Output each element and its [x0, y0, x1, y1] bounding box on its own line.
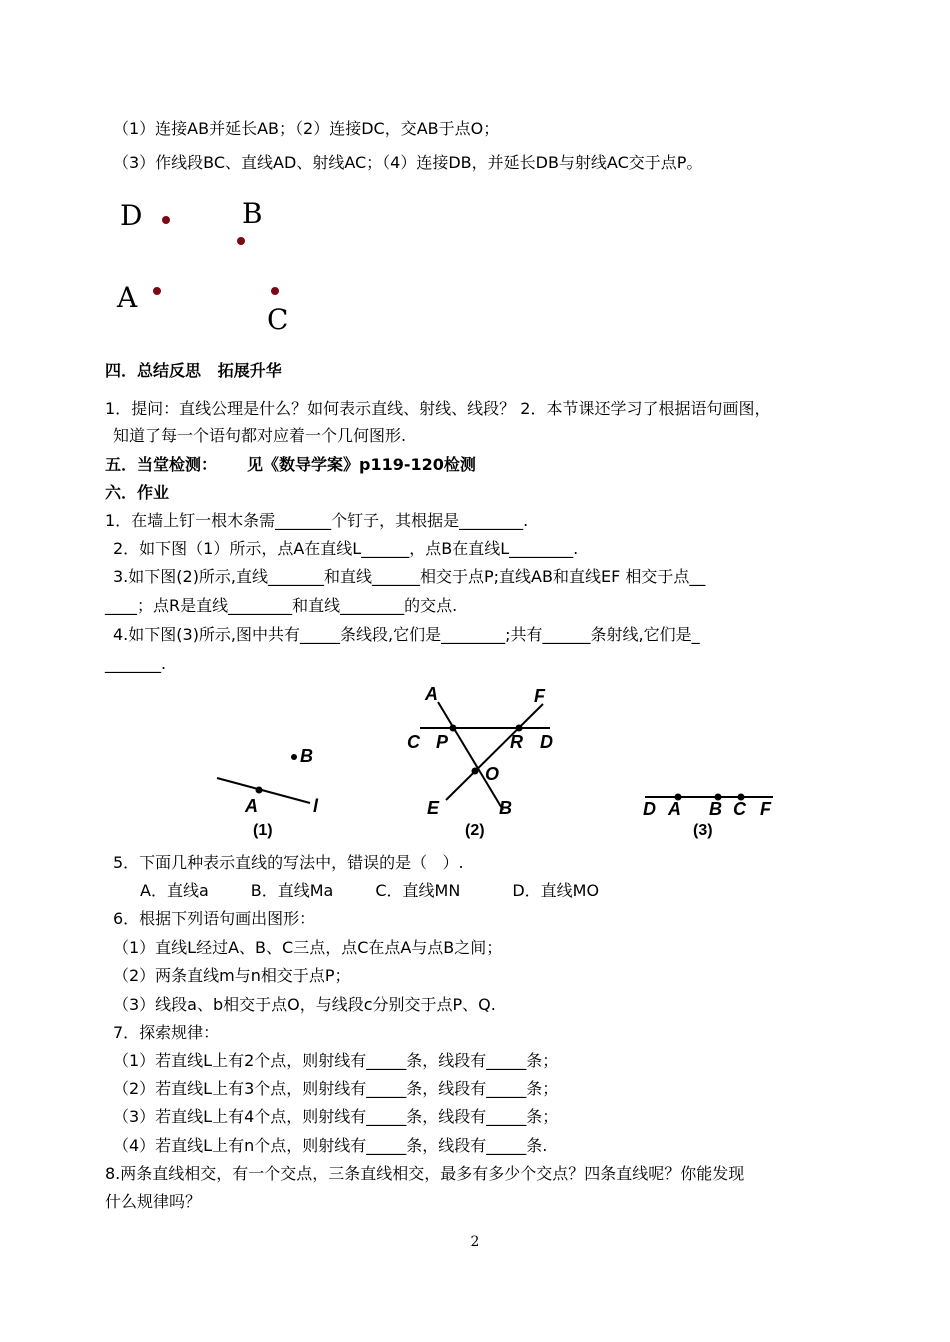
section4-heading: 四．总结反思 拓展升华 [105, 361, 282, 380]
fig1-label-l: l [313, 796, 319, 816]
section6-heading: 六．作业 [105, 483, 170, 502]
fig2-caption: (2) [465, 822, 485, 839]
section4-q1-line2: 知道了每一个语句都对应着一个几何图形. [113, 426, 407, 445]
section4-q1-line1: 1．提问：直线公理是什么？如何表示直线、射线、线段？ 2．本节课还学习了根据语句画图， [105, 399, 771, 418]
section5-heading: 五．当堂检测： [105, 455, 218, 474]
q8-line1: 8.两条直线相交，有一个交点，三条直线相交，最多有多少个交点？四条直线呢？你能发现 [105, 1164, 745, 1183]
homework-4-line1: 4.如下图(3)所示,图中共有_____条线段,它们是________;共有______条射线,它们是_ [113, 625, 700, 644]
point-label-d: D [120, 199, 143, 232]
homework-3-line1: 3.如下图(2)所示,直线_______和直线______相交于点P;直线AB和直线EF 相交于点__ [113, 567, 706, 586]
point-b-dot [237, 237, 245, 245]
figure-2 [400, 680, 580, 840]
q7-stem: 7．探索规律： [113, 1023, 220, 1042]
fig3-label-d: D [643, 799, 656, 819]
homework-3-line2: ____；点R是直线________和直线________的交点. [105, 596, 458, 615]
fig2-label-b: B [499, 798, 512, 818]
fig3-label-c: C [733, 799, 746, 819]
point-d-dot [162, 216, 170, 224]
point-label-a: A [117, 281, 138, 314]
figure-1 [200, 740, 350, 840]
q7-item: （3）若直线L上有4个点，则射线有_____条，线段有_____条； [113, 1107, 559, 1126]
fig2-label-e: E [427, 798, 440, 818]
q5-options [140, 880, 599, 902]
section5-line [105, 454, 476, 476]
point-label-b: B [242, 197, 263, 230]
q5-stem: 5．下面几种表示直线的写法中，错误的是（ ）. [113, 853, 464, 872]
intro-line-1: （1）连接AB并延长AB；（2）连接DC，交AB于点O； [113, 119, 500, 138]
fig1-caption: (1) [253, 822, 273, 839]
q5-option-d: D．直线MO [512, 881, 600, 900]
q6-item: （2）两条直线m与n相交于点P； [113, 966, 351, 985]
fig2-label-r: R [510, 732, 523, 752]
points-figure [100, 190, 320, 340]
section5-text: 见《数导学案》p119-120检测 [247, 455, 476, 474]
point-a-dot [153, 287, 161, 295]
fig3-caption: (3) [693, 822, 713, 839]
q5-option-b: B．直线Ma [250, 881, 334, 900]
q6-item: （1）直线L经过A、B、C三点，点C在点A与点B之间； [113, 938, 503, 957]
figure-3 [635, 780, 785, 850]
q8-line2: 什么规律吗？ [105, 1192, 202, 1211]
fig1-label-a: A [245, 796, 258, 816]
homework-1: 1．在墙上钉一根木条需_______个钉子，其根据是________. [105, 511, 529, 530]
fig2-label-o: O [485, 764, 500, 784]
fig3-label-a: A [668, 799, 681, 819]
point-c-dot [271, 287, 279, 295]
q6-item: （3）线段a、b相交于点O，与线段c分别交于点P、Q. [113, 995, 496, 1014]
q7-item: （1）若直线L上有2个点，则射线有_____条，线段有_____条； [113, 1051, 559, 1070]
q7-item: （4）若直线L上有n个点，则射线有_____条，线段有_____条. [113, 1136, 548, 1155]
fig2-label-a: A [425, 684, 438, 704]
q7-item: （2）若直线L上有3个点，则射线有_____条，线段有_____条； [113, 1079, 559, 1098]
fig2-label-f: F [534, 686, 545, 706]
fig2-label-d: D [540, 732, 553, 752]
q5-option-c: C．直线MN [375, 881, 461, 900]
q6-stem: 6．根据下列语句画出图形： [113, 909, 316, 928]
fig3-label-b: B [709, 799, 722, 819]
fig3-label-f: F [760, 799, 771, 819]
intro-line-2: （3）作线段BC、直线AD、射线AC；（4）连接DB，并延长DB与射线AC交于点P。 [113, 153, 703, 172]
page-number: 2 [470, 1234, 480, 1250]
point-label-c: C [267, 303, 289, 336]
q5-option-a: A．直线a [140, 881, 209, 900]
homework-4-line2: _______. [105, 654, 167, 673]
fig1-label-b: B [300, 746, 313, 766]
homework-2: 2．如下图（1）所示，点A在直线L______，点B在直线L________. [113, 539, 579, 558]
fig2-label-c: C [407, 732, 420, 752]
fig2-label-p: P [436, 732, 449, 752]
